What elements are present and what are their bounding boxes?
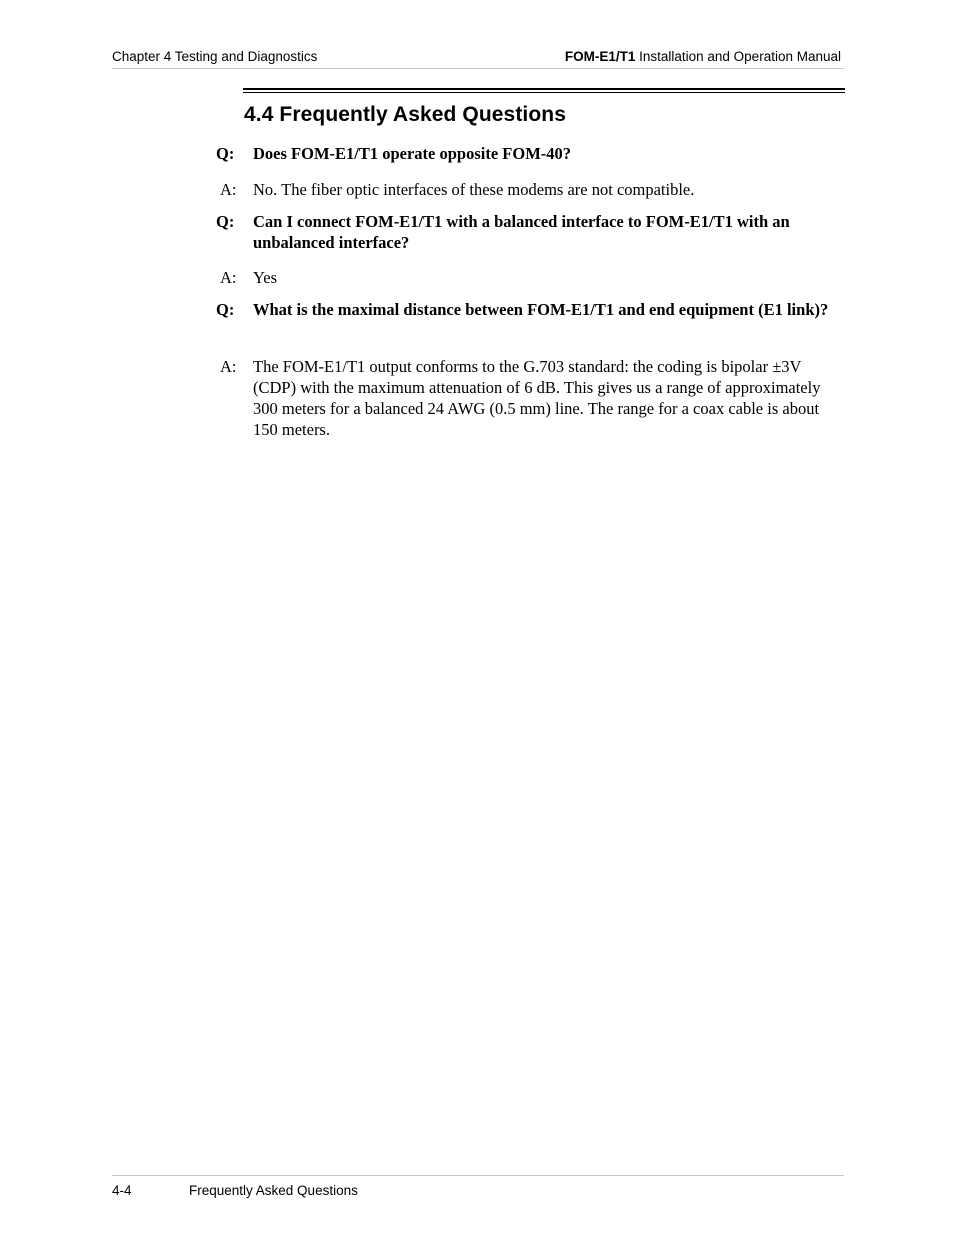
answer-tag: A: [220, 268, 237, 287]
header-manual-title [565, 49, 841, 64]
answer-text: Yes [253, 268, 278, 287]
question-tag: Q: [216, 212, 235, 231]
answer-text: No. The fiber optic interfaces of these modems are not compatible. [253, 180, 695, 199]
question-tag: Q: [216, 300, 235, 319]
question-tag: Q: [216, 144, 235, 163]
faq-answer-2 [216, 267, 831, 288]
answer-tag: A: [220, 357, 237, 376]
page-number: 4-4 [112, 1183, 132, 1198]
header-product: FOM-E1/T1 [564, 49, 636, 64]
header-chapter: Chapter 4 Testing and Diagnostics [112, 49, 318, 64]
footer-section-name: Frequently Asked Questions [189, 1183, 358, 1198]
page-header [112, 48, 844, 69]
question-text: Can I connect FOM-E1/T1 with a balanced interface to FOM-E1/T1 with an unbalanced interface? [253, 212, 790, 252]
answer-tag: A: [220, 180, 237, 199]
answer-text: The FOM-E1/T1 output conforms to the G.703 standard: the coding is bipolar ±3V (CDP) with the maximum attenuation of 6 dB. This gives us a range of approximately 300 meters for a balanced 24 AWG (0.5 mm) line. The range for a coax cable is about 150 meters. [253, 357, 821, 439]
section-rule [243, 88, 845, 93]
faq-question-3 [216, 299, 831, 320]
question-text: Does FOM-E1/T1 operate opposite FOM-40? [253, 144, 572, 163]
section-title: 4.4 Frequently Asked Questions [244, 103, 566, 126]
header-manual: Installation and Operation Manual [635, 49, 841, 64]
faq-question-1 [216, 143, 831, 164]
faq-answer-3 [216, 356, 831, 440]
faq-question-2 [216, 211, 831, 253]
page-footer [112, 1175, 844, 1206]
faq-answer-1 [216, 179, 831, 200]
question-text: What is the maximal distance between FOM-E1/T1 and end equipment (E1 link)? [253, 300, 829, 319]
